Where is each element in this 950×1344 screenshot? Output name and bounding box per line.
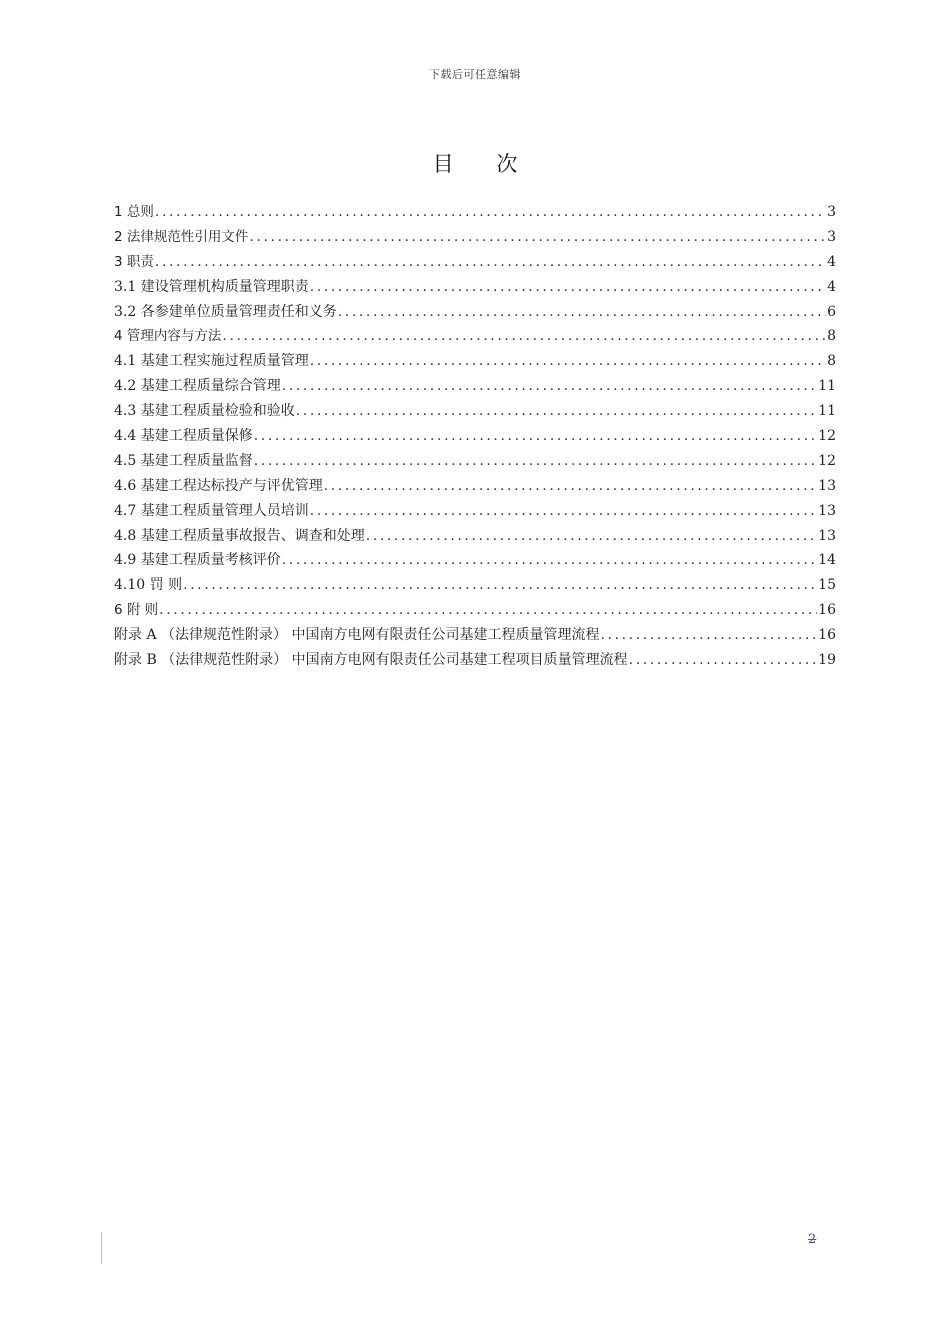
toc-entry-text: 3.2 各参建单位质量管理责任和义务 <box>114 303 337 320</box>
toc-entry-appendix-b[interactable] <box>114 648 836 673</box>
toc-entry-4-6[interactable] <box>114 474 836 499</box>
toc-entry-page: 4 <box>827 253 836 270</box>
toc-entry-text: 4.5 基建工程质量监督 <box>114 452 253 469</box>
toc-title: 目 次 <box>432 152 536 176</box>
toc-dot-leader <box>310 275 826 300</box>
toc-entry-3[interactable] <box>114 250 836 275</box>
toc-entry-text: 4 管理内容与方法 <box>114 328 222 345</box>
toc-entry-text: 4.7 基建工程质量管理人员培训 <box>114 502 309 519</box>
toc-entry-4-3[interactable] <box>114 399 836 424</box>
toc-entry-4-1[interactable] <box>114 349 836 374</box>
toc-entry-3-2[interactable] <box>114 300 836 325</box>
toc-entry-text: 4.3 基建工程质量检验和验收 <box>114 403 295 420</box>
table-of-contents <box>114 200 836 673</box>
toc-entry-page: 8 <box>827 353 836 370</box>
toc-dot-leader <box>366 524 817 549</box>
toc-dot-leader <box>296 399 817 424</box>
toc-dot-leader <box>155 200 826 225</box>
toc-entry-4-5[interactable] <box>114 449 836 474</box>
toc-entry-4-4[interactable] <box>114 424 836 449</box>
toc-dot-leader <box>254 449 817 474</box>
toc-entry-page: 14 <box>818 552 836 569</box>
toc-dot-leader <box>324 474 817 499</box>
toc-entry-page: 13 <box>818 477 836 494</box>
toc-entry-text: 4.8 基建工程质量事故报告、调查和处理 <box>114 527 365 544</box>
toc-entry-6[interactable] <box>114 598 836 623</box>
toc-entry-page: 8 <box>827 328 836 345</box>
toc-entry-page: 3 <box>827 228 836 245</box>
toc-entry-text: 3.1 建设管理机构质量管理职责 <box>114 278 309 295</box>
toc-entry-text: 附录 B （法律规范性附录） 中国南方电网有限责任公司基建工程项目质量管理流程 <box>114 652 628 669</box>
toc-dot-leader <box>600 623 817 648</box>
toc-entry-page: 15 <box>818 577 836 594</box>
toc-dot-leader <box>222 324 826 349</box>
toc-entry-4-2[interactable] <box>114 374 836 399</box>
toc-entry-page: 16 <box>818 602 836 619</box>
toc-dot-leader <box>282 548 817 573</box>
toc-entry-3-1[interactable] <box>114 275 836 300</box>
page-number: 2 <box>808 1232 817 1247</box>
toc-entry-text: 1 总则 <box>114 204 154 220</box>
toc-entry-text: 2 法律规范性引用文件 <box>114 228 249 245</box>
toc-entry-text: 4.10 罚 则 <box>114 577 183 594</box>
toc-entry-page: 12 <box>818 452 836 469</box>
toc-dot-leader <box>249 225 826 250</box>
toc-entry-text: 3 职责 <box>114 253 154 270</box>
toc-dot-leader <box>629 648 818 673</box>
toc-entry-4[interactable] <box>114 324 836 349</box>
toc-entry-page: 11 <box>818 378 836 395</box>
header-note: 下载后可任意编辑 <box>429 68 521 81</box>
toc-entry-4-9[interactable] <box>114 548 836 573</box>
toc-entry-text: 6 附 则 <box>114 602 159 619</box>
toc-entry-page: 12 <box>818 428 836 445</box>
toc-entry-4-8[interactable] <box>114 524 836 549</box>
toc-dot-leader <box>183 573 817 598</box>
gutter-line <box>101 1232 102 1264</box>
toc-entry-1[interactable] <box>114 200 836 225</box>
toc-dot-leader <box>155 250 826 275</box>
toc-entry-text: 附录 A （法律规范性附录） 中国南方电网有限责任公司基建工程质量管理流程 <box>114 627 600 644</box>
toc-entry-page: 13 <box>818 502 836 519</box>
toc-dot-leader <box>282 374 817 399</box>
toc-entry-page: 19 <box>818 652 836 669</box>
toc-dot-leader <box>310 349 826 374</box>
toc-dot-leader <box>338 300 826 325</box>
toc-dot-leader <box>254 424 817 449</box>
toc-entry-text: 4.1 基建工程实施过程质量管理 <box>114 353 309 370</box>
toc-entry-4-7[interactable] <box>114 499 836 524</box>
toc-entry-appendix-a[interactable] <box>114 623 836 648</box>
toc-entry-page: 3 <box>827 204 836 220</box>
toc-entry-page: 13 <box>818 527 836 544</box>
toc-entry-2[interactable] <box>114 225 836 250</box>
toc-entry-page: 4 <box>827 278 836 295</box>
toc-dot-leader <box>159 598 817 623</box>
toc-entry-text: 4.6 基建工程达标投产与评优管理 <box>114 477 323 494</box>
toc-entry-page: 11 <box>818 403 836 420</box>
toc-entry-4-10[interactable] <box>114 573 836 598</box>
toc-entry-text: 4.2 基建工程质量综合管理 <box>114 378 281 395</box>
toc-entry-text: 4.9 基建工程质量考核评价 <box>114 552 281 569</box>
toc-dot-leader <box>310 499 817 524</box>
toc-entry-page: 6 <box>827 303 836 320</box>
toc-entry-text: 4.4 基建工程质量保修 <box>114 428 253 445</box>
toc-entry-page: 16 <box>818 627 836 644</box>
